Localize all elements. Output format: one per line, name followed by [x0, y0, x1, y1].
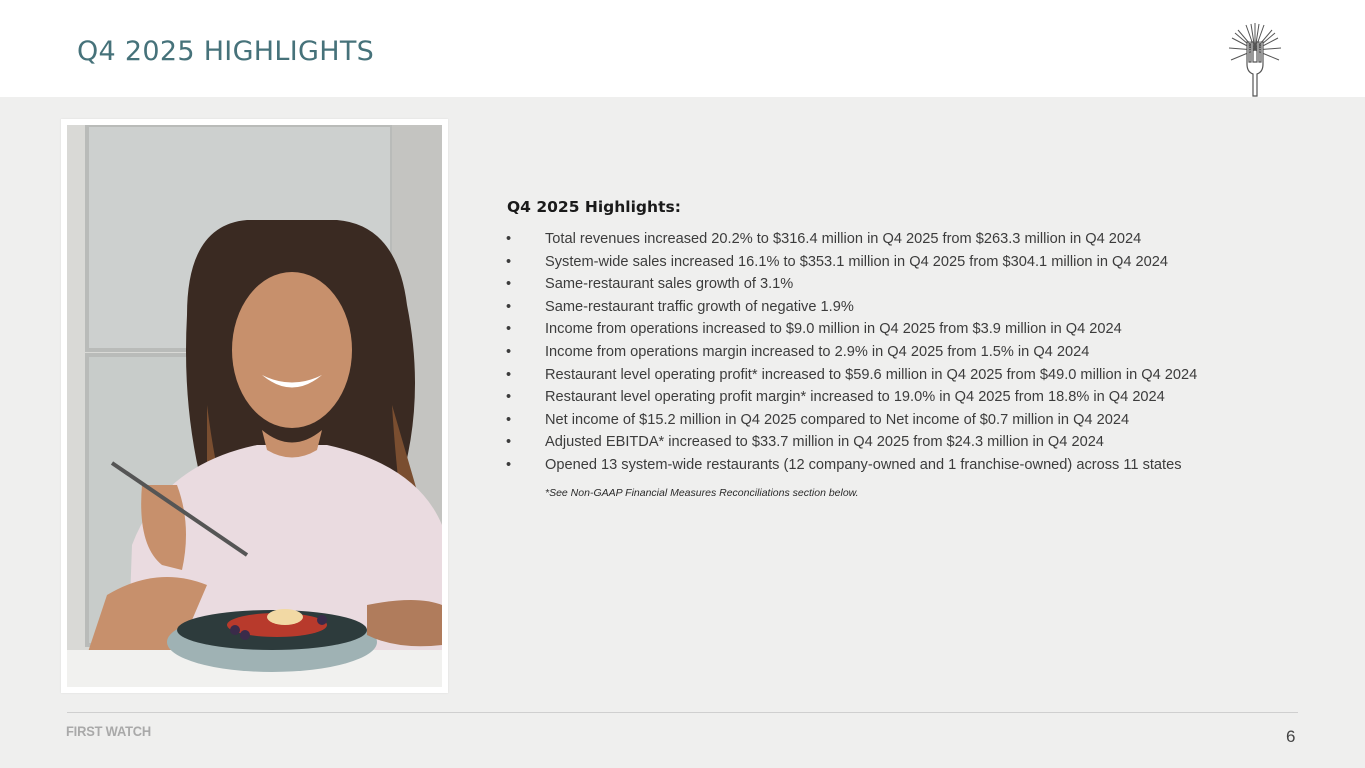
list-item	[507, 341, 1327, 364]
bullet-marker: •	[506, 321, 512, 338]
list-item	[507, 431, 1327, 454]
list-item-text: Income from operations increased to $9.0 million in Q4 2025 from $3.9 million in Q4 2024	[545, 321, 1122, 338]
list-item	[507, 296, 1327, 319]
list-item	[507, 386, 1327, 409]
list-item	[507, 318, 1327, 341]
list-item-text: Adjusted EBITDA* increased to $33.7 million in Q4 2025 from $24.3 million in Q4 2024	[545, 434, 1104, 451]
page-title: Q4 2025 HIGHLIGHTS	[77, 36, 375, 67]
highlights-section	[507, 198, 1327, 499]
list-item-text: Same-restaurant traffic growth of negative 1.9%	[545, 298, 854, 315]
list-item-text: System-wide sales increased 16.1% to $353.1 million in Q4 2025 from $304.1 million in Q4 2024	[545, 253, 1169, 270]
list-item-text: Total revenues increased 20.2% to $316.4 million in Q4 2025 from $263.3 million in Q4 2024	[545, 231, 1142, 247]
list-item-text: Income from operations margin increased to 2.9% in Q4 2025 from 1.5% in Q4 2024	[545, 343, 1090, 360]
highlights-list	[507, 228, 1327, 477]
list-item-text: Restaurant level operating profit margin* increased to 19.0% in Q4 2025 from 18.8% in Q4 2024	[545, 389, 1165, 406]
bullet-marker: •	[506, 366, 512, 383]
bullet-marker: •	[506, 343, 512, 360]
list-item	[507, 273, 1327, 296]
bullet-marker: •	[506, 231, 512, 247]
list-item-text: Restaurant level operating profit* increased to $59.6 million in Q4 2025 from $49.0 million in Q4 2024	[545, 366, 1198, 383]
bullet-marker: •	[506, 276, 512, 293]
fork-sunburst-icon	[1226, 20, 1284, 100]
footer-divider	[67, 712, 1298, 713]
list-item	[507, 364, 1327, 387]
photo-frame	[61, 119, 448, 693]
bullet-marker: •	[506, 389, 512, 406]
section-heading: Q4 2025 Highlights:	[507, 198, 681, 216]
bullet-marker: •	[506, 253, 512, 270]
list-item-text: Same-restaurant sales growth of 3.1%	[545, 276, 794, 293]
list-item-text: Opened 13 system-wide restaurants (12 company-owned and 1 franchise-owned) across 11 states	[545, 456, 1182, 473]
woman-eating-photo	[67, 125, 442, 687]
list-item	[507, 409, 1327, 432]
bullet-marker: •	[506, 434, 512, 451]
bullet-marker: •	[506, 456, 512, 473]
list-item-text: Net income of $15.2 million in Q4 2025 compared to Net income of $0.7 million in Q4 2024	[545, 411, 1130, 428]
list-item	[507, 454, 1327, 477]
list-item	[507, 228, 1327, 251]
bullet-marker: •	[506, 298, 512, 315]
list-item	[507, 251, 1327, 274]
brand-wordmark: FIRST WATCH	[66, 723, 152, 739]
page-number: 6	[1286, 727, 1296, 746]
header	[0, 0, 1365, 97]
bullet-marker: •	[506, 411, 512, 428]
footnote: *See Non-GAAP Financial Measures Reconciliations section below.	[545, 486, 859, 499]
